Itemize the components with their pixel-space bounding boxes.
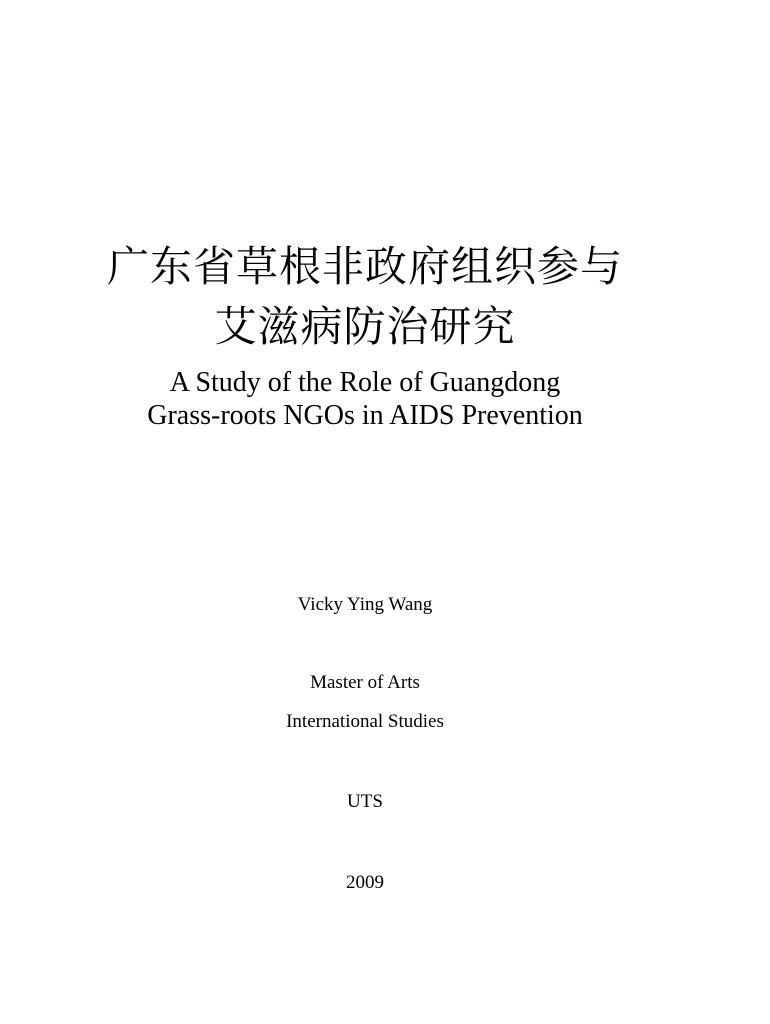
english-title-line-1: A Study of the Role of Guangdong — [169, 367, 561, 398]
english-title-line-2: Grass-roots NGOs in AIDS Prevention — [147, 400, 583, 431]
publication-year: 2009 — [346, 872, 384, 893]
author-name: Vicky Ying Wang — [297, 594, 433, 615]
degree-name: Master of Arts — [310, 672, 420, 693]
program-name: International Studies — [286, 711, 444, 732]
chinese-title-line-2: 艾滋病防治研究 — [214, 302, 516, 351]
institution-name: UTS — [347, 791, 383, 812]
chinese-title-line-1: 广东省草根非政府组织参与 — [106, 242, 623, 291]
